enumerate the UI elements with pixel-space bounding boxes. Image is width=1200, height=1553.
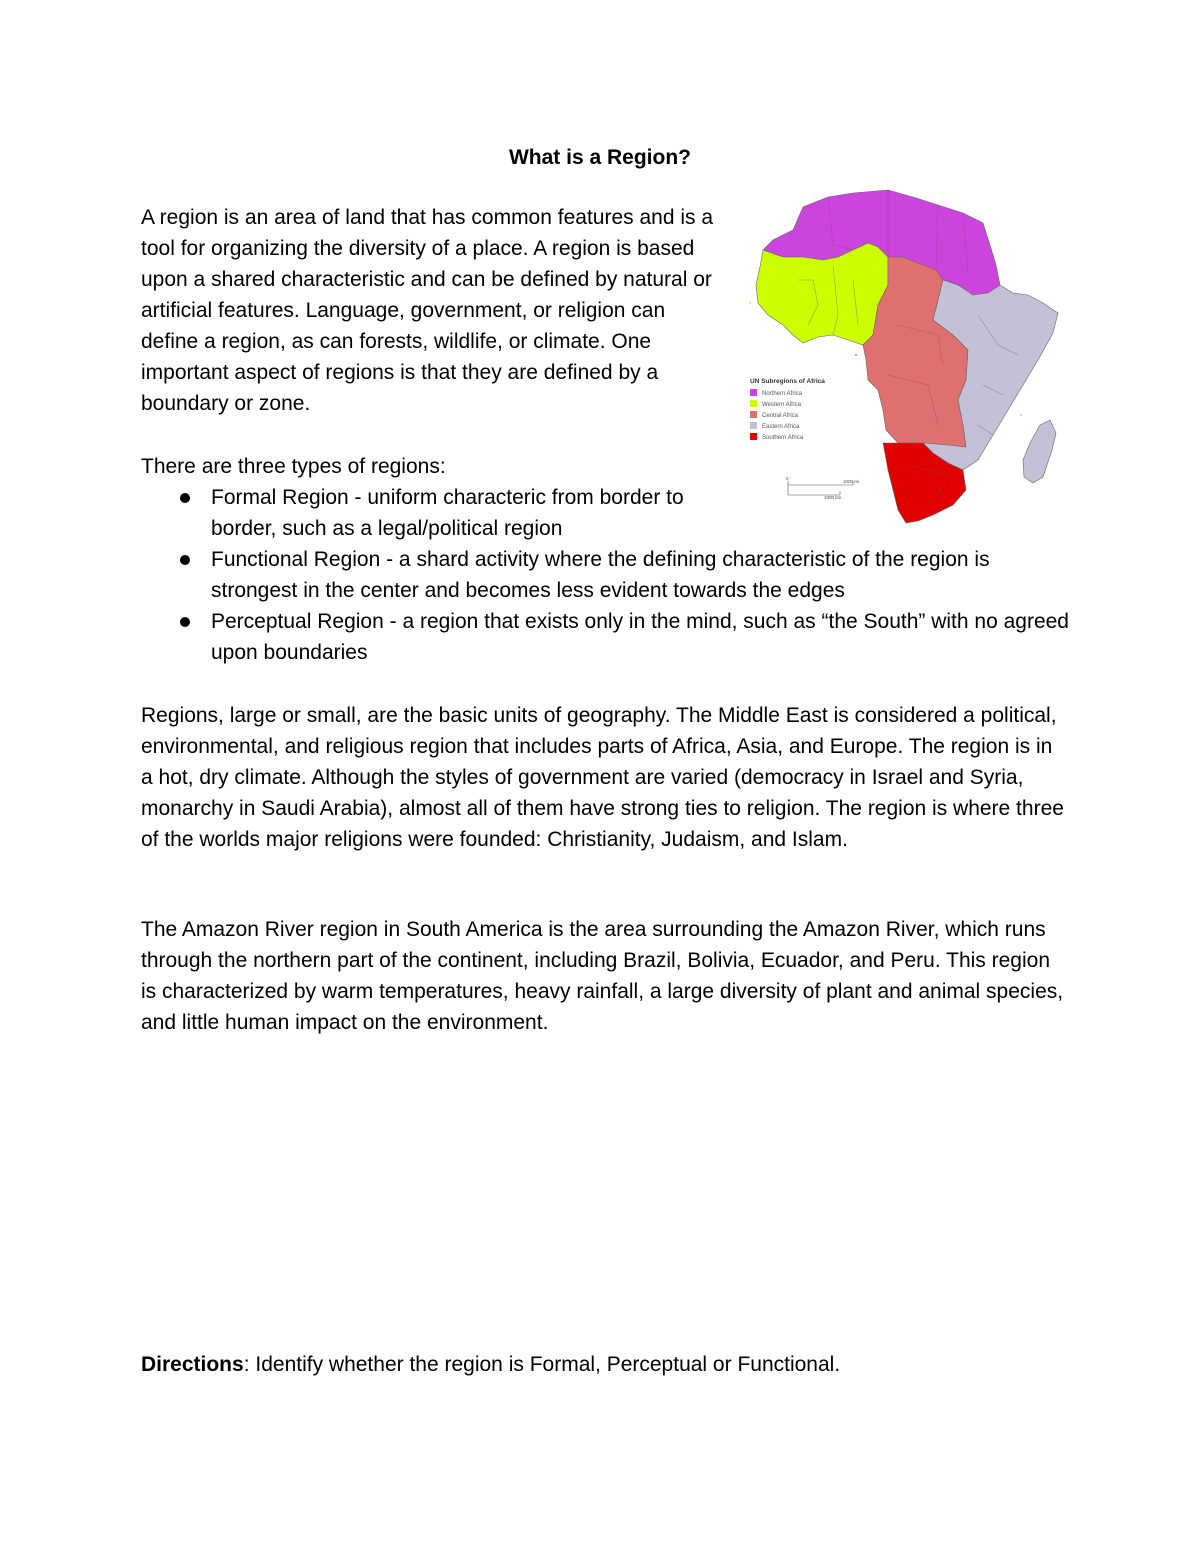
types-lead: There are three types of regions:	[141, 455, 446, 478]
bullet-icon	[180, 617, 190, 627]
scale-bottom-label: 1000 km	[824, 495, 842, 500]
africa-map-svg	[738, 185, 1068, 530]
region-types-list	[141, 482, 1071, 668]
middle-east-paragraph: Regions, large or small, are the basic units of geography. The Middle East is considered a political, environmental, and religious region that includes parts of Africa, Asia, and Europe. The region is in a hot, dry climate. Although the styles of government are varied (democracy in Israel and Syria, monarchy in Saudi Arabia), almost all of them have strong ties to religion. The region is where three of the worlds major religions were founded: Christianity, Judaism, and Islam.	[141, 704, 1064, 851]
formal-region-text: Formal Region - uniform characteric from border to border, such as a legal/political region	[211, 486, 684, 540]
sao-tome-dot	[855, 354, 857, 356]
africa-subregions-map	[738, 185, 1068, 530]
legend-label: Southern Africa	[762, 435, 804, 441]
map-legend	[750, 378, 825, 441]
functional-region-text: Functional Region - a shard activity where the defining characteristic of the region is strongest in the center and becomes less evident towards the edges	[211, 548, 990, 602]
bullet-icon	[180, 555, 190, 565]
amazon-paragraph: The Amazon River region in South America is the area surrounding the Amazon River, which runs through the northern part of the continent, including Brazil, Bolivia, Ecuador, and Peru. This region is characterized by warm temperatures, heavy rainfall, a large diversity of plant and animal species, and little human impact on the environment.	[141, 918, 1064, 1034]
legend-swatch	[750, 422, 757, 429]
page-title: What is a Region?	[508, 146, 691, 169]
intro-paragraph: A region is an area of land that has common features and is a tool for organizing the diversity of a place. A region is based upon a shared characteristic and can be defined by natural or artificial features. Language, government, or religion can define a region, as can forests, wildlife, or climate. One important aspect of regions is that they are defined by a boundary or zone.	[141, 206, 714, 415]
list-item	[141, 482, 721, 544]
list-item	[141, 606, 1071, 668]
legend-label: Northern Africa	[762, 391, 803, 397]
directions-label: Directions	[141, 1353, 244, 1376]
scale-zero-label: 0	[786, 476, 789, 481]
legend-swatch	[750, 411, 757, 418]
legend-swatch	[750, 400, 757, 407]
scale-top-label: 1000 mi	[843, 479, 860, 484]
madagascar-island	[1023, 420, 1056, 483]
legend-label: Western Africa	[762, 402, 801, 408]
legend-title: UN Subregions of Africa	[750, 378, 825, 385]
legend-swatch	[750, 433, 757, 440]
legend-label: Eastern Africa	[762, 424, 800, 430]
comoros-dot	[1020, 414, 1022, 416]
cape-verde-dots	[749, 302, 751, 304]
directions-text: : Identify whether the region is Formal, Perceptual or Functional.	[243, 1353, 841, 1376]
list-item	[141, 544, 1071, 606]
directions-paragraph	[141, 1349, 1066, 1380]
legend-label: Central Africa	[762, 413, 799, 419]
perceptual-region-text: Perceptual Region - a region that exists only in the mind, such as “the South” with no agreed upon boundaries	[211, 610, 1069, 664]
legend-swatch	[750, 389, 757, 396]
bullet-icon	[180, 493, 190, 503]
